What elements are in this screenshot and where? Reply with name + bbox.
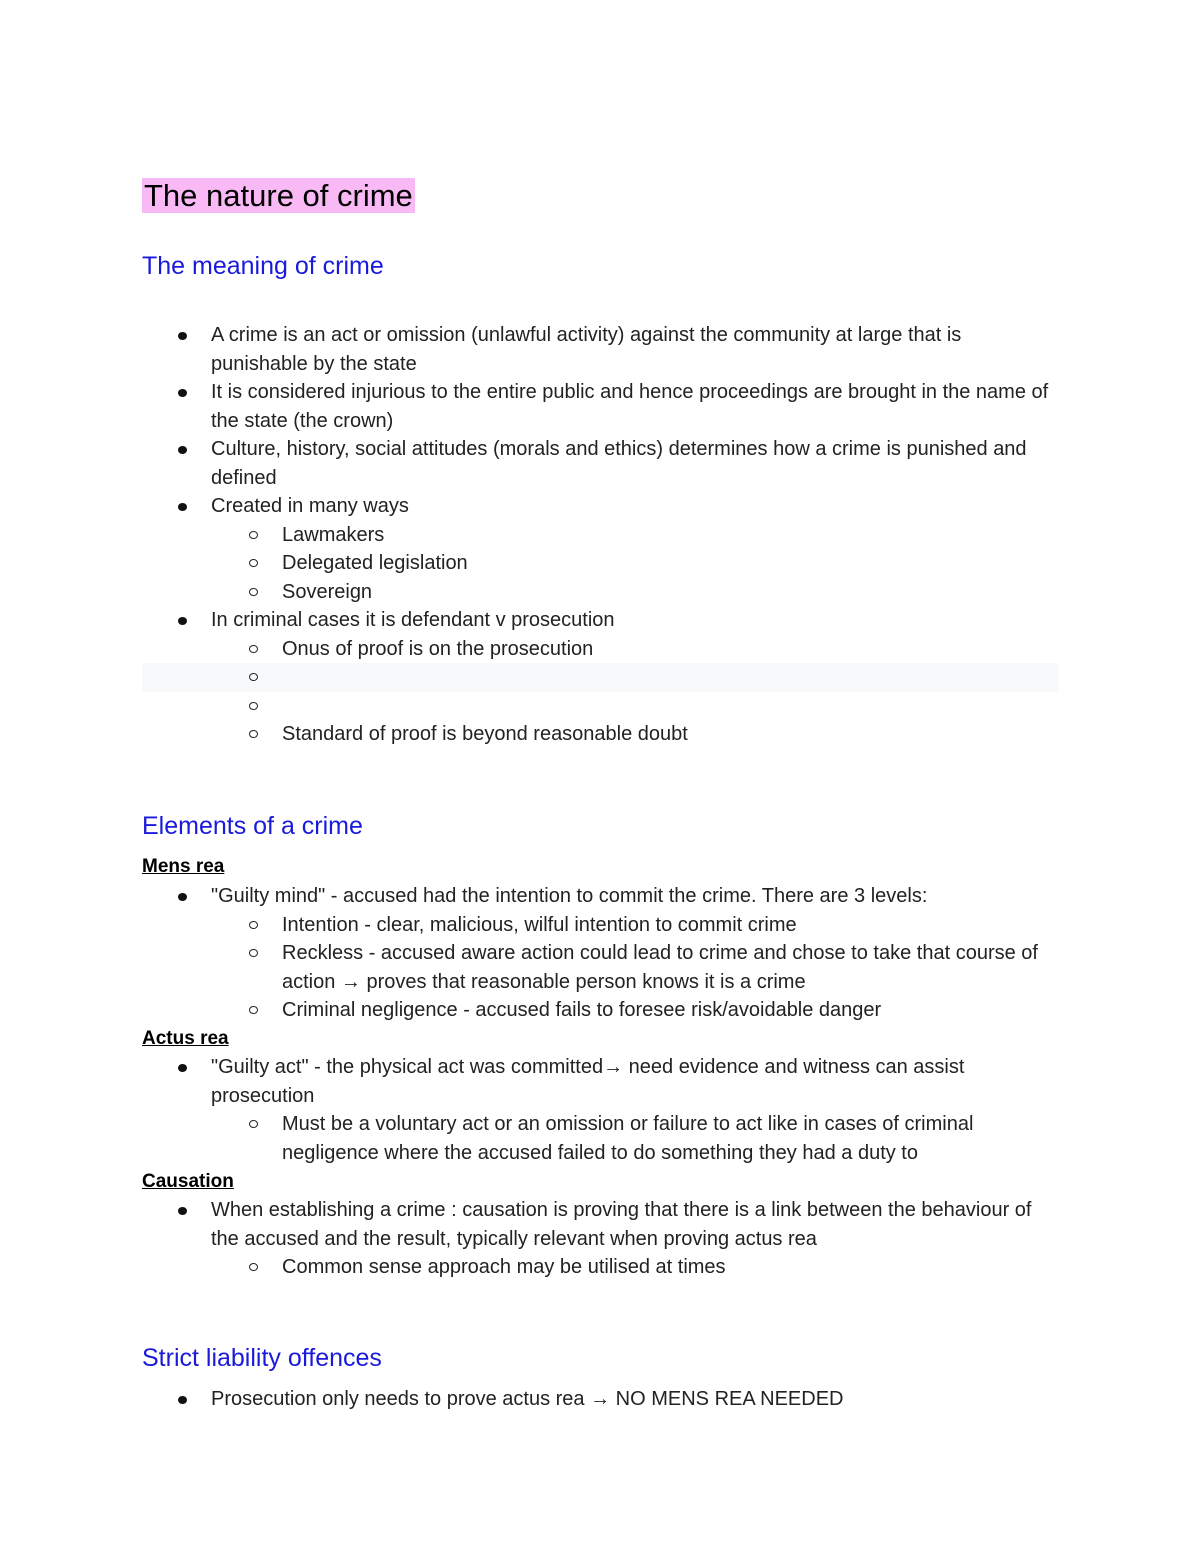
sublist-item: Criminal negligence - accused fails to foresee risk/avoidable danger (142, 996, 1052, 1025)
hollow-bullet-icon (249, 1120, 258, 1128)
hollow-bullet-icon (249, 588, 258, 596)
bullet-icon (178, 617, 187, 625)
bullet-icon (178, 446, 187, 454)
sublist (211, 1253, 1052, 1282)
list-item: Culture, history, social attitudes (morals and ethics) determines how a crime is punished and defined (142, 435, 1052, 492)
hollow-bullet-icon (249, 559, 258, 567)
hollow-bullet-icon (249, 1263, 258, 1271)
meaning-list (142, 321, 1052, 749)
list-item: "Guilty act" - the physical act was committed→ need evidence and witness can assist prosecution Must be a voluntary act or an omission or failure to act like in cases of criminal negligence where the accused failed to do something they had a duty to (142, 1053, 1052, 1167)
sublist-item: Lawmakers (142, 521, 1052, 550)
sublist (211, 911, 1052, 1025)
sublist-item: Standard of proof is beyond reasonable doubt (142, 720, 1052, 749)
sublist-item-empty (142, 663, 1059, 692)
list-item: In criminal cases it is defendant v prosecution Onus of proof is on the prosecution Standard of proof is beyond reasonable doubt (142, 606, 1052, 749)
sublist (211, 635, 1052, 749)
hollow-bullet-icon (249, 531, 258, 539)
sublist-item: Reckless - accused aware action could lead to crime and chose to take that course of action → proves that reasonable person knows it is a crime (142, 939, 1052, 996)
sublist (211, 521, 1052, 607)
causation-list (142, 1196, 1052, 1282)
bullet-icon (178, 1064, 187, 1072)
subheading-actus-rea: Actus rea (142, 1028, 229, 1049)
sublist-item: Delegated legislation (142, 549, 1052, 578)
sublist-item: Sovereign (142, 578, 1052, 607)
heading-strict-liability: Strict liability offences (142, 1344, 382, 1372)
list-item: A crime is an act or omission (unlawful activity) against the community at large that is punishable by the state (142, 321, 1052, 378)
bullet-icon (178, 893, 187, 901)
sublist-item-empty (142, 692, 1052, 721)
bullet-icon (178, 389, 187, 397)
bullet-icon (178, 1396, 187, 1404)
hollow-bullet-icon (249, 702, 258, 710)
bullet-icon (178, 332, 187, 340)
list-item: Created in many ways Lawmakers Delegated legislation Sovereign (142, 492, 1052, 606)
page-title: The nature of crime (144, 178, 413, 213)
bullet-icon (178, 1207, 187, 1215)
subheading-causation: Causation (142, 1171, 234, 1192)
mens-rea-list (142, 882, 1052, 1025)
subheading-mens-rea: Mens rea (142, 856, 225, 877)
list-item: "Guilty mind" - accused had the intention to commit the crime. There are 3 levels: Intention - clear, malicious, wilful intention to commit crime Reckless - accused aware action could lead to crime and chose to take that course of action → proves that reasonable person knows it is a crime Criminal negligence - accused fails to foresee risk/avoidable danger (142, 882, 1052, 1025)
list-item: Prosecution only needs to prove actus rea → NO MENS REA NEEDED (142, 1385, 1052, 1414)
hollow-bullet-icon (249, 921, 258, 929)
sublist-item: Onus of proof is on the prosecution (142, 635, 1052, 664)
actus-rea-list (142, 1053, 1052, 1167)
heading-elements-of-a-crime: Elements of a crime (142, 812, 363, 840)
bullet-icon (178, 503, 187, 511)
sublist-item: Must be a voluntary act or an omission or failure to act like in cases of criminal negligence where the accused failed to do something they had a duty to (142, 1110, 1052, 1167)
heading-meaning-of-crime: The meaning of crime (142, 252, 384, 280)
sublist-item: Intention - clear, malicious, wilful intention to commit crime (142, 911, 1052, 940)
list-item: When establishing a crime : causation is proving that there is a link between the behaviour of the accused and the result, typically relevant when proving actus rea Common sense approach may be utilised at times (142, 1196, 1052, 1282)
hollow-bullet-icon (249, 730, 258, 738)
hollow-bullet-icon (249, 1006, 258, 1014)
sublist-item: Common sense approach may be utilised at times (142, 1253, 1052, 1282)
sublist (211, 1110, 1052, 1167)
hollow-bullet-icon (249, 645, 258, 653)
hollow-bullet-icon (249, 949, 258, 957)
hollow-bullet-icon (249, 673, 258, 681)
strict-liability-list (142, 1385, 1052, 1414)
list-item: It is considered injurious to the entire public and hence proceedings are brought in the name of the state (the crown) (142, 378, 1052, 435)
